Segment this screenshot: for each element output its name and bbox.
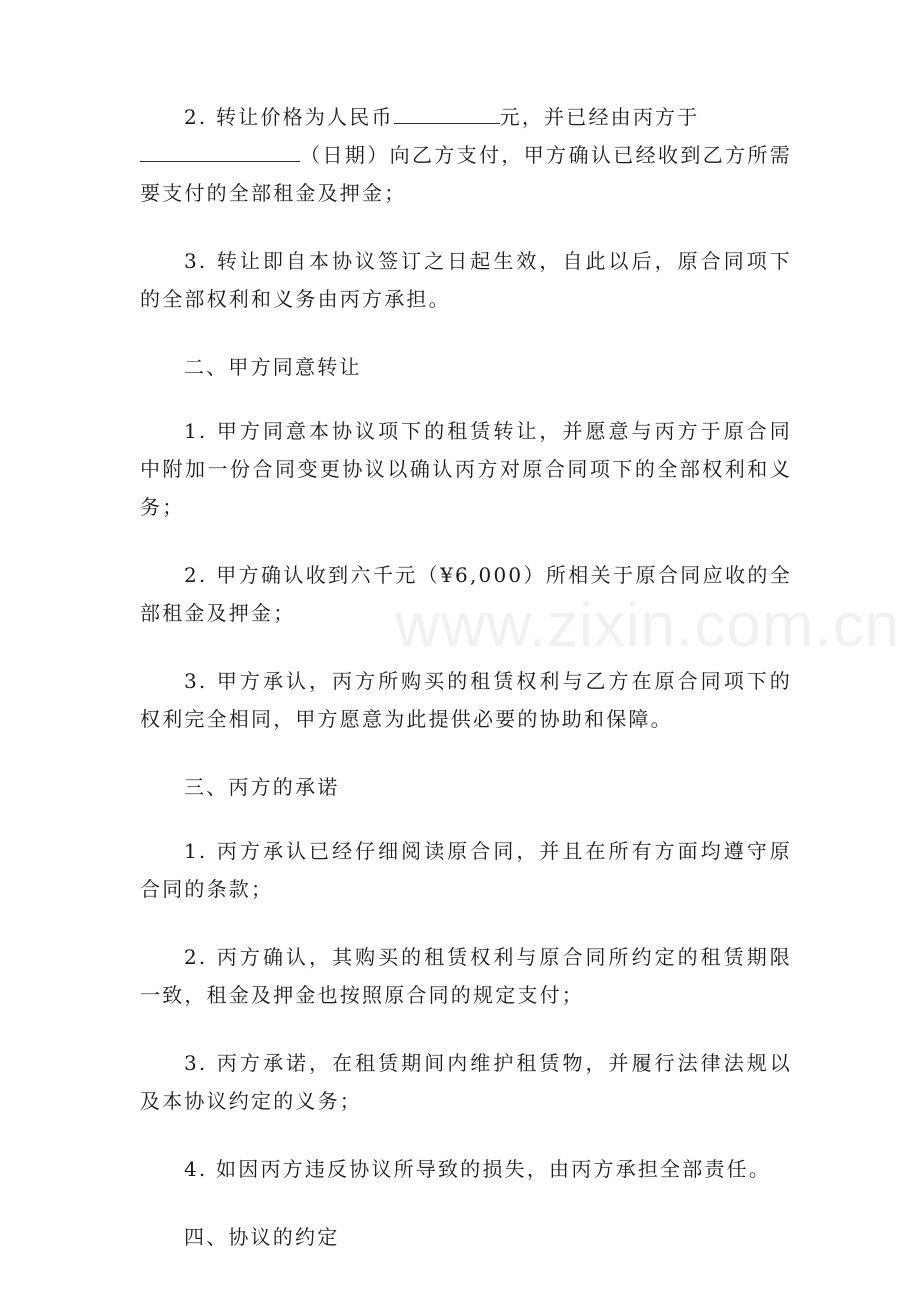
clause-party-a-acknowledge: 3. 甲方承认，丙方所购买的租赁权利与乙方在原合同项下的权利完全相同，甲方愿意为此提供必要的协助和保障。 <box>140 669 792 731</box>
clause-text: （日期）向乙方支付，甲方确认已经收到乙方所需要支付的全部租金及押金； <box>140 143 792 205</box>
clause-party-a-receipt: 2. 甲方确认收到六千元（¥6,000）所相关于原合同应收的全部租金及押金； <box>140 563 792 625</box>
clause-text: 2. 转让价格为人民币 <box>184 105 394 129</box>
section-heading-2: 二、甲方同意转让 <box>184 355 362 379</box>
section-heading-4: 四、协议的约定 <box>184 1225 340 1249</box>
clause-effective-date: 3. 转让即自本协议签订之日起生效，自此以后，原合同项下的全部权利和义务由丙方承担。 <box>140 249 792 311</box>
clause-transfer-price <box>140 98 792 212</box>
section-heading-3: 三、丙方的承诺 <box>184 775 340 799</box>
watermark: www.zixin.com.cn <box>395 591 901 660</box>
date-blank-line <box>140 145 300 162</box>
clause-party-a-consent: 1. 甲方同意本协议项下的租赁转让，并愿意与丙方于原合同中附加一份合同变更协议以确认丙方对原合同项下的全部权利和义务； <box>140 419 792 519</box>
clause-party-c-confirm: 2. 丙方确认，其购买的租赁权利与原合同所约定的租赁期限一致，租金及押金也按照原合同的规定支付； <box>140 945 792 1007</box>
clause-party-c-read: 1. 丙方承认已经仔细阅读原合同，并且在所有方面均遵守原合同的条款； <box>140 839 792 901</box>
clause-text: 元，并已经由丙方于 <box>499 105 700 129</box>
clause-party-c-liability: 4. 如因丙方违反协议所导致的损失，由丙方承担全部责任。 <box>184 1157 772 1181</box>
clause-party-c-maintain: 3. 丙方承诺，在租赁期间内维护租赁物，并履行法律法规以及本协议约定的义务； <box>140 1051 792 1113</box>
price-blank-line <box>394 107 500 124</box>
